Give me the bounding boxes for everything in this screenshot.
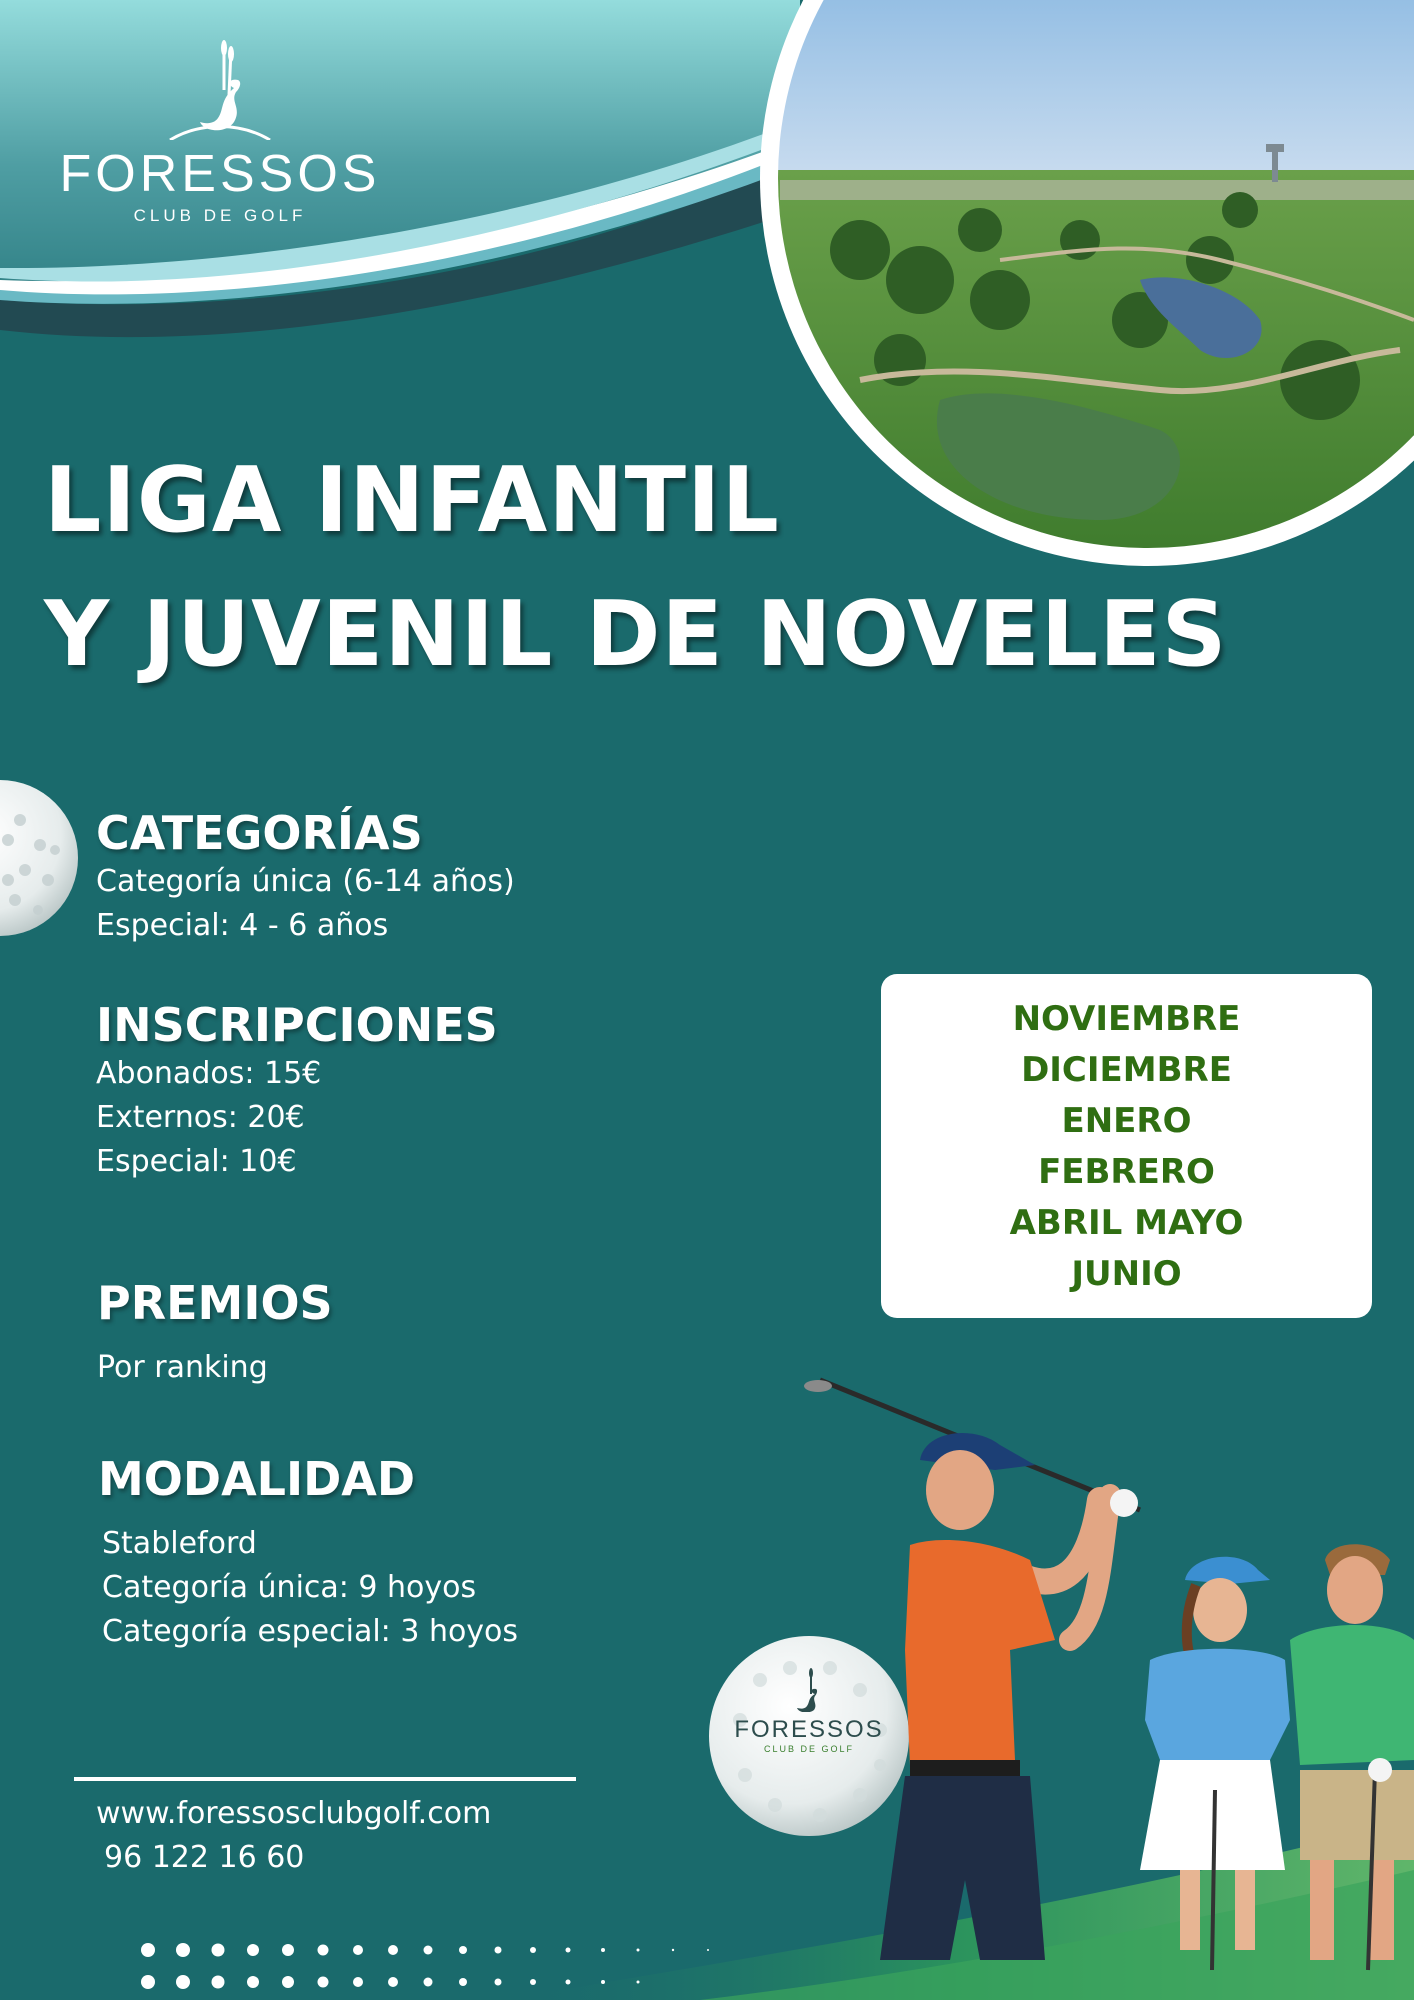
modalidad-line-1: Stableford [102,1526,257,1561]
month-item: ENERO [1061,1101,1192,1141]
logo-subtitle: CLUB DE GOLF [133,206,307,225]
website-link[interactable]: www.foressosclubgolf.com [96,1796,492,1831]
divider [74,1777,576,1781]
ball-logo-name: FORESSOS [734,1716,884,1743]
section-inscripciones [96,998,498,1184]
ball-logo-subtitle: CLUB DE GOLF [763,1744,854,1754]
section-categorias [96,806,515,948]
golf-ball-icon [719,1668,899,1754]
inscripciones-line-3: Especial: 10€ [96,1144,297,1179]
title-line-2: Y JUVENIL DE NOVELES [44,582,1228,687]
section-premios [97,1276,333,1390]
modalidad-heading: MODALIDAD [98,1452,416,1506]
month-item: ABRIL MAYO [1009,1203,1244,1243]
swan-logo-icon [160,40,280,140]
categorias-heading: CATEGORÍAS [96,806,423,860]
inscripciones-line-1: Abonados: 15€ [96,1056,322,1091]
club-logo [40,40,400,250]
logo-name: FORESSOS [59,145,381,203]
month-item: NOVIEMBRE [1012,999,1241,1039]
premios-heading: PREMIOS [97,1276,333,1330]
section-modalidad [98,1452,518,1654]
title-line-1: LIGA INFANTIL [44,448,780,553]
month-item: FEBRERO [1038,1152,1215,1192]
inscripciones-line-2: Externos: 20€ [96,1100,305,1135]
modalidad-line-3: Categoría especial: 3 hoyos [102,1614,519,1649]
phone-number[interactable]: 96 122 16 60 [104,1840,305,1875]
month-item: DICIEMBRE [1021,1050,1232,1090]
contact-block [96,1792,491,1880]
swan-logo-icon [719,1668,899,1712]
categorias-line-1: Categoría única (6-14 años) [96,864,515,899]
inscripciones-heading: INSCRIPCIONES [96,998,498,1052]
months-box [881,974,1372,1318]
categorias-line-2: Especial: 4 - 6 años [96,908,389,943]
month-item: JUNIO [1071,1254,1182,1294]
premios-line-1: Por ranking [97,1350,268,1385]
modalidad-line-2: Categoría única: 9 hoyos [102,1570,477,1605]
